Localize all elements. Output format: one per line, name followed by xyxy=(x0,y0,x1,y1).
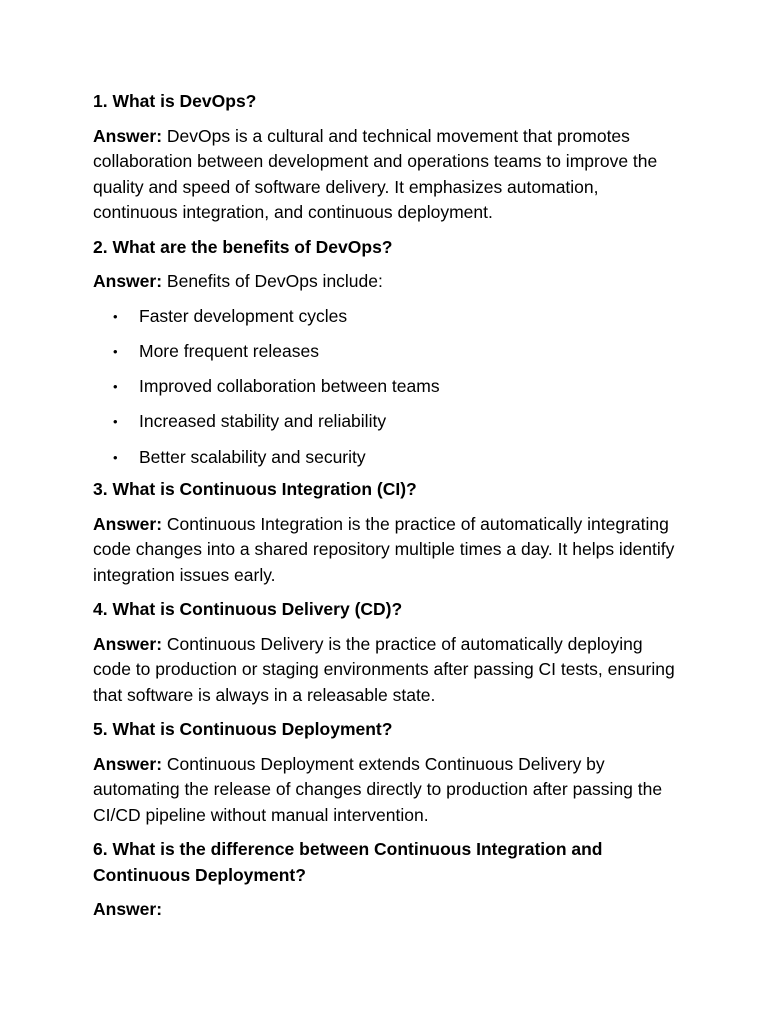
list-item-text: Increased stability and reliability xyxy=(139,411,387,432)
question-6-heading: 6. What is the difference between Continuous Integration and Continuous Deployment? xyxy=(93,839,603,885)
answer-4-paragraph xyxy=(93,632,683,709)
list-item xyxy=(93,445,683,471)
bullet-icon: • xyxy=(113,379,118,395)
bullet-icon: • xyxy=(113,308,118,324)
list-item xyxy=(93,409,683,435)
list-item xyxy=(93,374,683,400)
answer-3-text: Continuous Integration is the practice of automatically integrating code changes into a shared repository multiple times a day. It helps identify integration issues early. xyxy=(93,513,675,585)
answer-5-paragraph xyxy=(93,752,683,829)
answer-3-paragraph xyxy=(93,512,683,589)
benefits-list xyxy=(93,304,683,471)
question-1-heading: 1. What is DevOps? xyxy=(93,91,257,111)
answer-label: Answer: xyxy=(93,753,163,774)
answer-1-text: DevOps is a cultural and technical movement that promotes collaboration between development and operations teams to improve the quality and speed of software delivery. It emphasizes automation, continuous integration, and continuous deployment. xyxy=(93,125,658,222)
answer-label: Answer: xyxy=(93,633,163,654)
document-page xyxy=(93,89,683,932)
question-3-heading: 3. What is Continuous Integration (CI)? xyxy=(93,479,417,500)
list-item-text: Faster development cycles xyxy=(139,305,348,326)
list-item xyxy=(93,339,683,365)
question-5-heading: 5. What is Continuous Deployment? xyxy=(93,719,393,740)
list-item-text: Improved collaboration between teams xyxy=(139,376,440,397)
list-item-text: Better scalability and security xyxy=(139,446,366,467)
question-2-heading: 2. What are the benefits of DevOps? xyxy=(93,236,393,257)
answer-label: Answer: xyxy=(93,899,163,920)
answer-1-paragraph xyxy=(93,124,683,226)
answer-label: Answer: xyxy=(93,125,163,146)
answer-2-paragraph xyxy=(93,269,683,295)
question-4-heading: 4. What is Continuous Delivery (CD)? xyxy=(93,599,403,620)
answer-2-text: Benefits of DevOps include: xyxy=(166,271,383,291)
answer-6-paragraph xyxy=(93,897,683,923)
list-item xyxy=(93,304,683,330)
answer-label: Answer: xyxy=(93,271,163,291)
bullet-icon: • xyxy=(113,449,118,465)
answer-4-text: Continuous Delivery is the practice of automatically deploying code to production or staging environments after passing CI tests, ensuring that software is always in a releasable state. xyxy=(93,633,675,705)
answer-label: Answer: xyxy=(93,513,163,534)
bullet-icon: • xyxy=(113,414,118,430)
answer-5-text: Continuous Deployment extends Continuous Delivery by automating the release of changes directly to production after passing the CI/CD pipeline without manual intervention. xyxy=(93,753,663,825)
bullet-icon: • xyxy=(113,343,118,359)
list-item-text: More frequent releases xyxy=(139,340,319,361)
